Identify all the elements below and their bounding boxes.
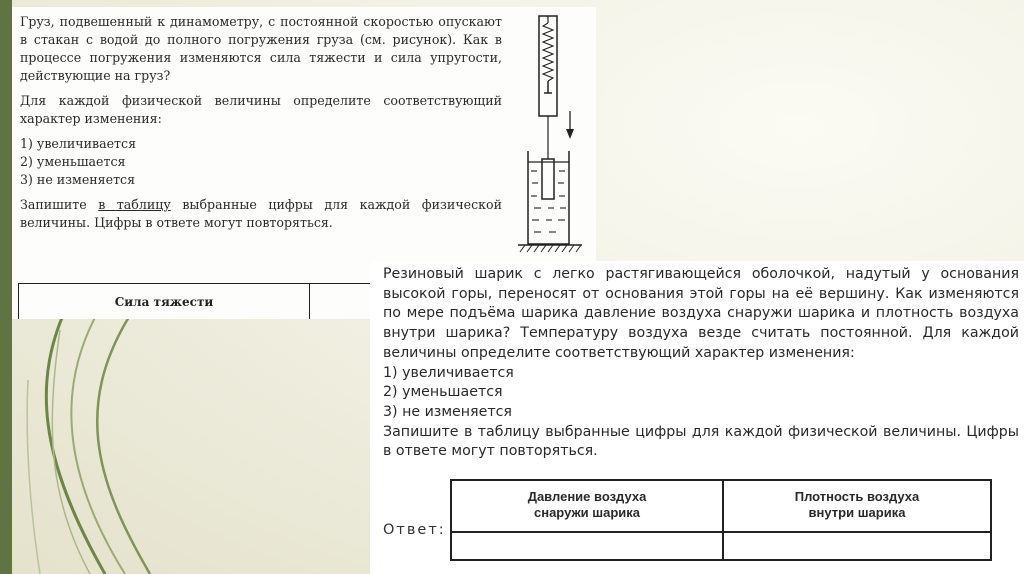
problem-2-question: Резиновый шарик с легко растягивающейся оболочкой, надутый у основания высокой горы, переносят от основания этой горы на её вершину. Как изменяются по мере подъёма шарика давление воздуха снаружи шарика и плотность воздуха внутри шарика? Температуру воздуха везде считать постоянной. Для каждой величины определите соответствующий характер изменения: — [383, 266, 1019, 361]
answer-label: Ответ: — [383, 522, 446, 538]
problem-2-text — [383, 265, 1019, 462]
problem-1-option-3: 3) не изменяется — [20, 172, 136, 187]
table-divider — [309, 284, 310, 319]
problem-2-option-2: 2) уменьшается — [383, 384, 503, 401]
table-header-density: Плотность воздуха внутри шарика — [794, 489, 920, 520]
table-header-pressure: Давление воздуха снаружи шарика — [527, 489, 647, 520]
problem-2-option-1: 1) увеличивается — [383, 364, 514, 381]
problem-1-option-1: 1) увеличивается — [20, 136, 137, 151]
problem-1-question: Груз, подвешенный к динамометру, с постоянной скоростью опускают в стакан с водой до полного погружения груза (см. рисунок). Как в процессе погружения изменяются сила тяжести и сила упругости, действующие на груз? — [20, 14, 502, 83]
dynamometer-beaker-figure — [514, 11, 594, 257]
problem-2-table-instruction: Запишите в таблицу выбранные цифры для каждой физической величины. Цифры в ответе могут повторяться. — [383, 423, 1019, 460]
problem-2-option-3: 3) не изменяется — [383, 403, 512, 420]
problem-2-answer-table — [450, 479, 992, 561]
problem-1-instruction: Для каждой физической величины определите соответствующий характер изменения: — [20, 93, 502, 126]
problem-1-option-2: 2) уменьшается — [20, 154, 126, 169]
underlined-phrase: в таблицу — [98, 197, 171, 212]
problem-1-table-instruction: Запишите в таблицу выбранные цифры для каждой физической величины. Цифры в ответе могут повторяться. — [20, 197, 502, 230]
table-horizontal-divider — [452, 531, 990, 533]
problem-1-text — [20, 13, 502, 232]
problem-2-panel — [370, 261, 1024, 574]
table-header-gravity: Сила тяжести — [114, 295, 214, 309]
